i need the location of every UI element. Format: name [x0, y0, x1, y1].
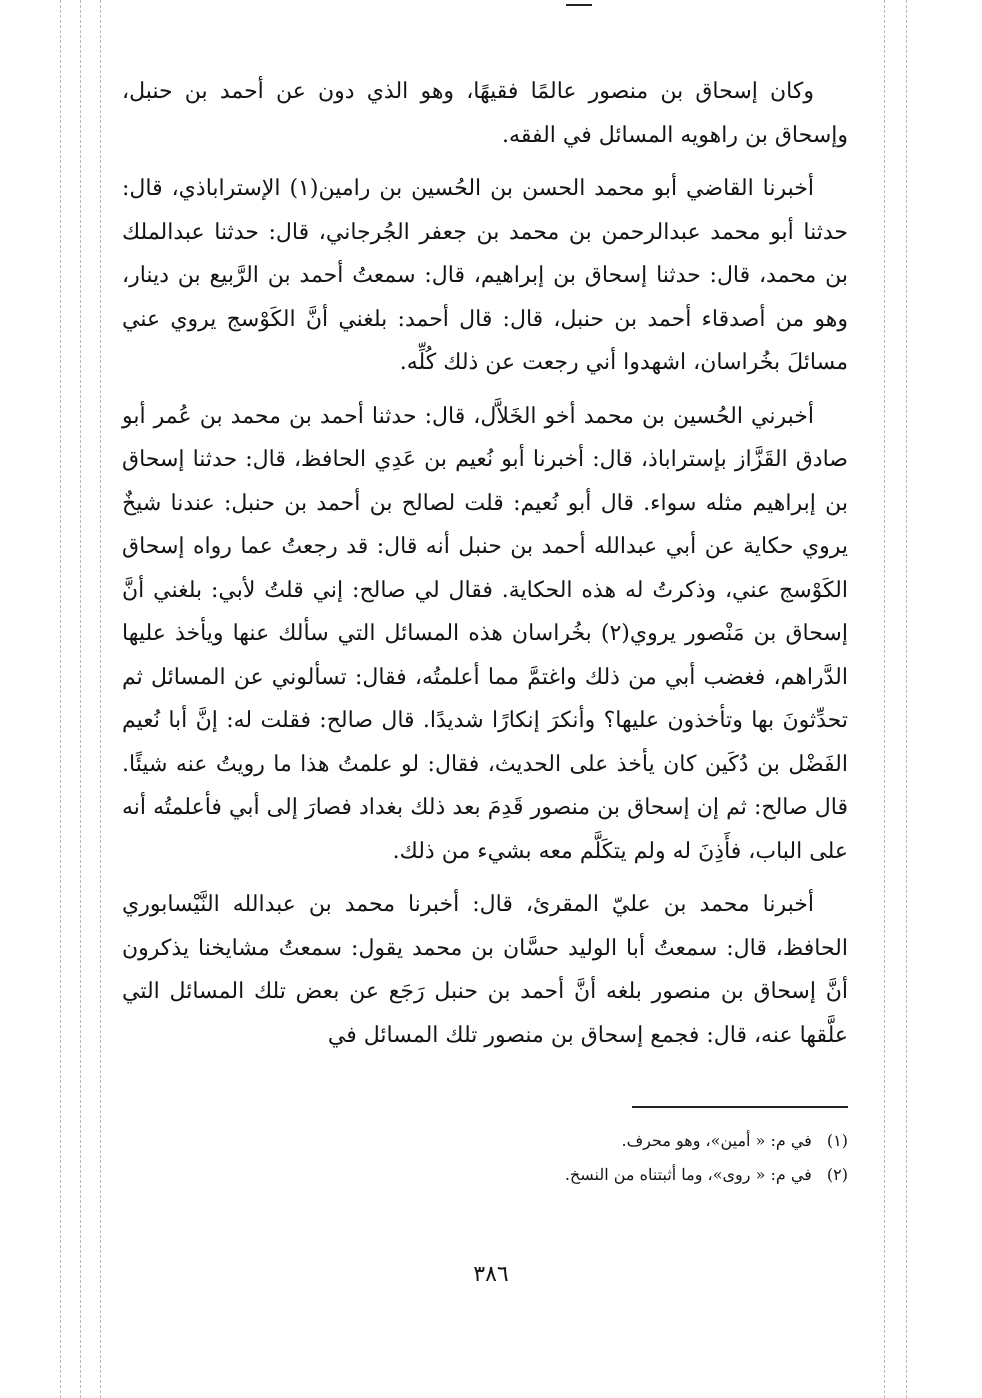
paragraph-3: أخبرني الحُسين بن محمد أخو الخَلاَّل، قال: حدثنا أحمد بن محمد بن عُمر أبو صادق القَزَّاز بإستراباذ، قال: أخبرنا أبو نُعيم بن عَدِي الحافظ، قال: حدثنا إسحاق بن إبراهيم مثله سواء. قال أبو نُعيم: قلت لصالح بن أحمد بن حنبل: عندنا شيخٌ يروي حكاية عن أبي عبدالله أحمد بن حنبل أنه قال: قد رجعتُ عما رواه إسحاق الكَوْسج عني، وذكرتُ له هذه الحكاية. فقال لي صالح: إني قلتُ لأبي: بلغني أنَّ إسحاق بن مَنْصور يروي(٢) بخُراسان هذه المسائل التي سألك عنها ويأخذ عليها الدَّراهم، فغضب أبي من ذلك واغتمَّ مما أعلمتُه، فقال: تسألوني عن المسائل ثم تحدِّثونَ بها وتأخذون عليها؟ وأنكرَ إنكارًا شديدًا. قال صالح: فقلت له: إنَّ أبا نُعيم الفَضْل بن دُكَين كان يأخذ على الحديث، فقال: لو علمتُ هذا ما رويتُ عنه شيئًا. قال صالح: ثم إن إسحاق بن منصور قَدِمَ بعد ذلك بغداد فصارَ إلى أبي فأعلمتُه أنه على الباب، فأَذِنَ له ولم يتكَلَّم معه بشيء من ذلك. — [122, 403, 848, 864]
footnote-text: في م: « روى»، وما أثبتناه من النسخ. — [564, 1165, 812, 1184]
margin-guide-line — [100, 0, 101, 1398]
margin-guide-line — [60, 0, 61, 1398]
margin-guide-line — [884, 0, 885, 1398]
footnote-2 — [300, 1158, 848, 1192]
body-text — [122, 70, 848, 1057]
margin-guide-line — [80, 0, 81, 1398]
margin-guide-line — [906, 0, 907, 1398]
footnote-text: في م: « أمين»، وهو محرف. — [621, 1131, 812, 1150]
footnote-number: (١) — [826, 1131, 848, 1150]
page-number: ٣٨٦ — [473, 1262, 509, 1287]
paragraph-2: أخبرنا القاضي أبو محمد الحسن بن الحُسين بن رامين(١) الإستراباذي، قال: حدثنا أبو محمد عبدالرحمن بن محمد بن جعفر الجُرجاني، قال: حدثنا عبدالملك بن محمد، قال: حدثنا إسحاق بن إبراهيم، قال: سمعتُ أحمد بن الرَّبيع بن دينار، وهو من أصدقاء أحمد بن حنبل، قال: قال أحمد: بلغني أنَّ الكَوْسج يروي عني مسائلَ بخُراسان، اشهدوا أني رجعت عن ذلك كُلِّه. — [122, 176, 848, 375]
footnotes — [300, 1124, 848, 1192]
top-mark — [566, 4, 592, 6]
footnote-number: (٢) — [826, 1165, 848, 1184]
footnote-1 — [300, 1124, 848, 1158]
paragraph-1: وكان إسحاق بن منصور عالمًا فقيهًا، وهو الذي دون عن أحمد بن حنبل، وإسحاق بن راهويه المسائل في الفقه. — [122, 79, 848, 148]
footnote-separator — [632, 1106, 848, 1108]
paragraph-4: أخبرنا محمد بن عليّ المقرئ، قال: أخبرنا محمد بن عبدالله النَّيْسابوري الحافظ، قال: سمعتُ أبا الوليد حسَّان بن محمد يقول: سمعتُ مشايخنا يذكرون أنَّ إسحاق بن منصور بلغه أنَّ أحمد بن حنبل رَجَع عن بعض تلك المسائل التي علَّقها عنه، قال: فجمع إسحاق بن منصور تلك المسائل في — [122, 892, 848, 1048]
